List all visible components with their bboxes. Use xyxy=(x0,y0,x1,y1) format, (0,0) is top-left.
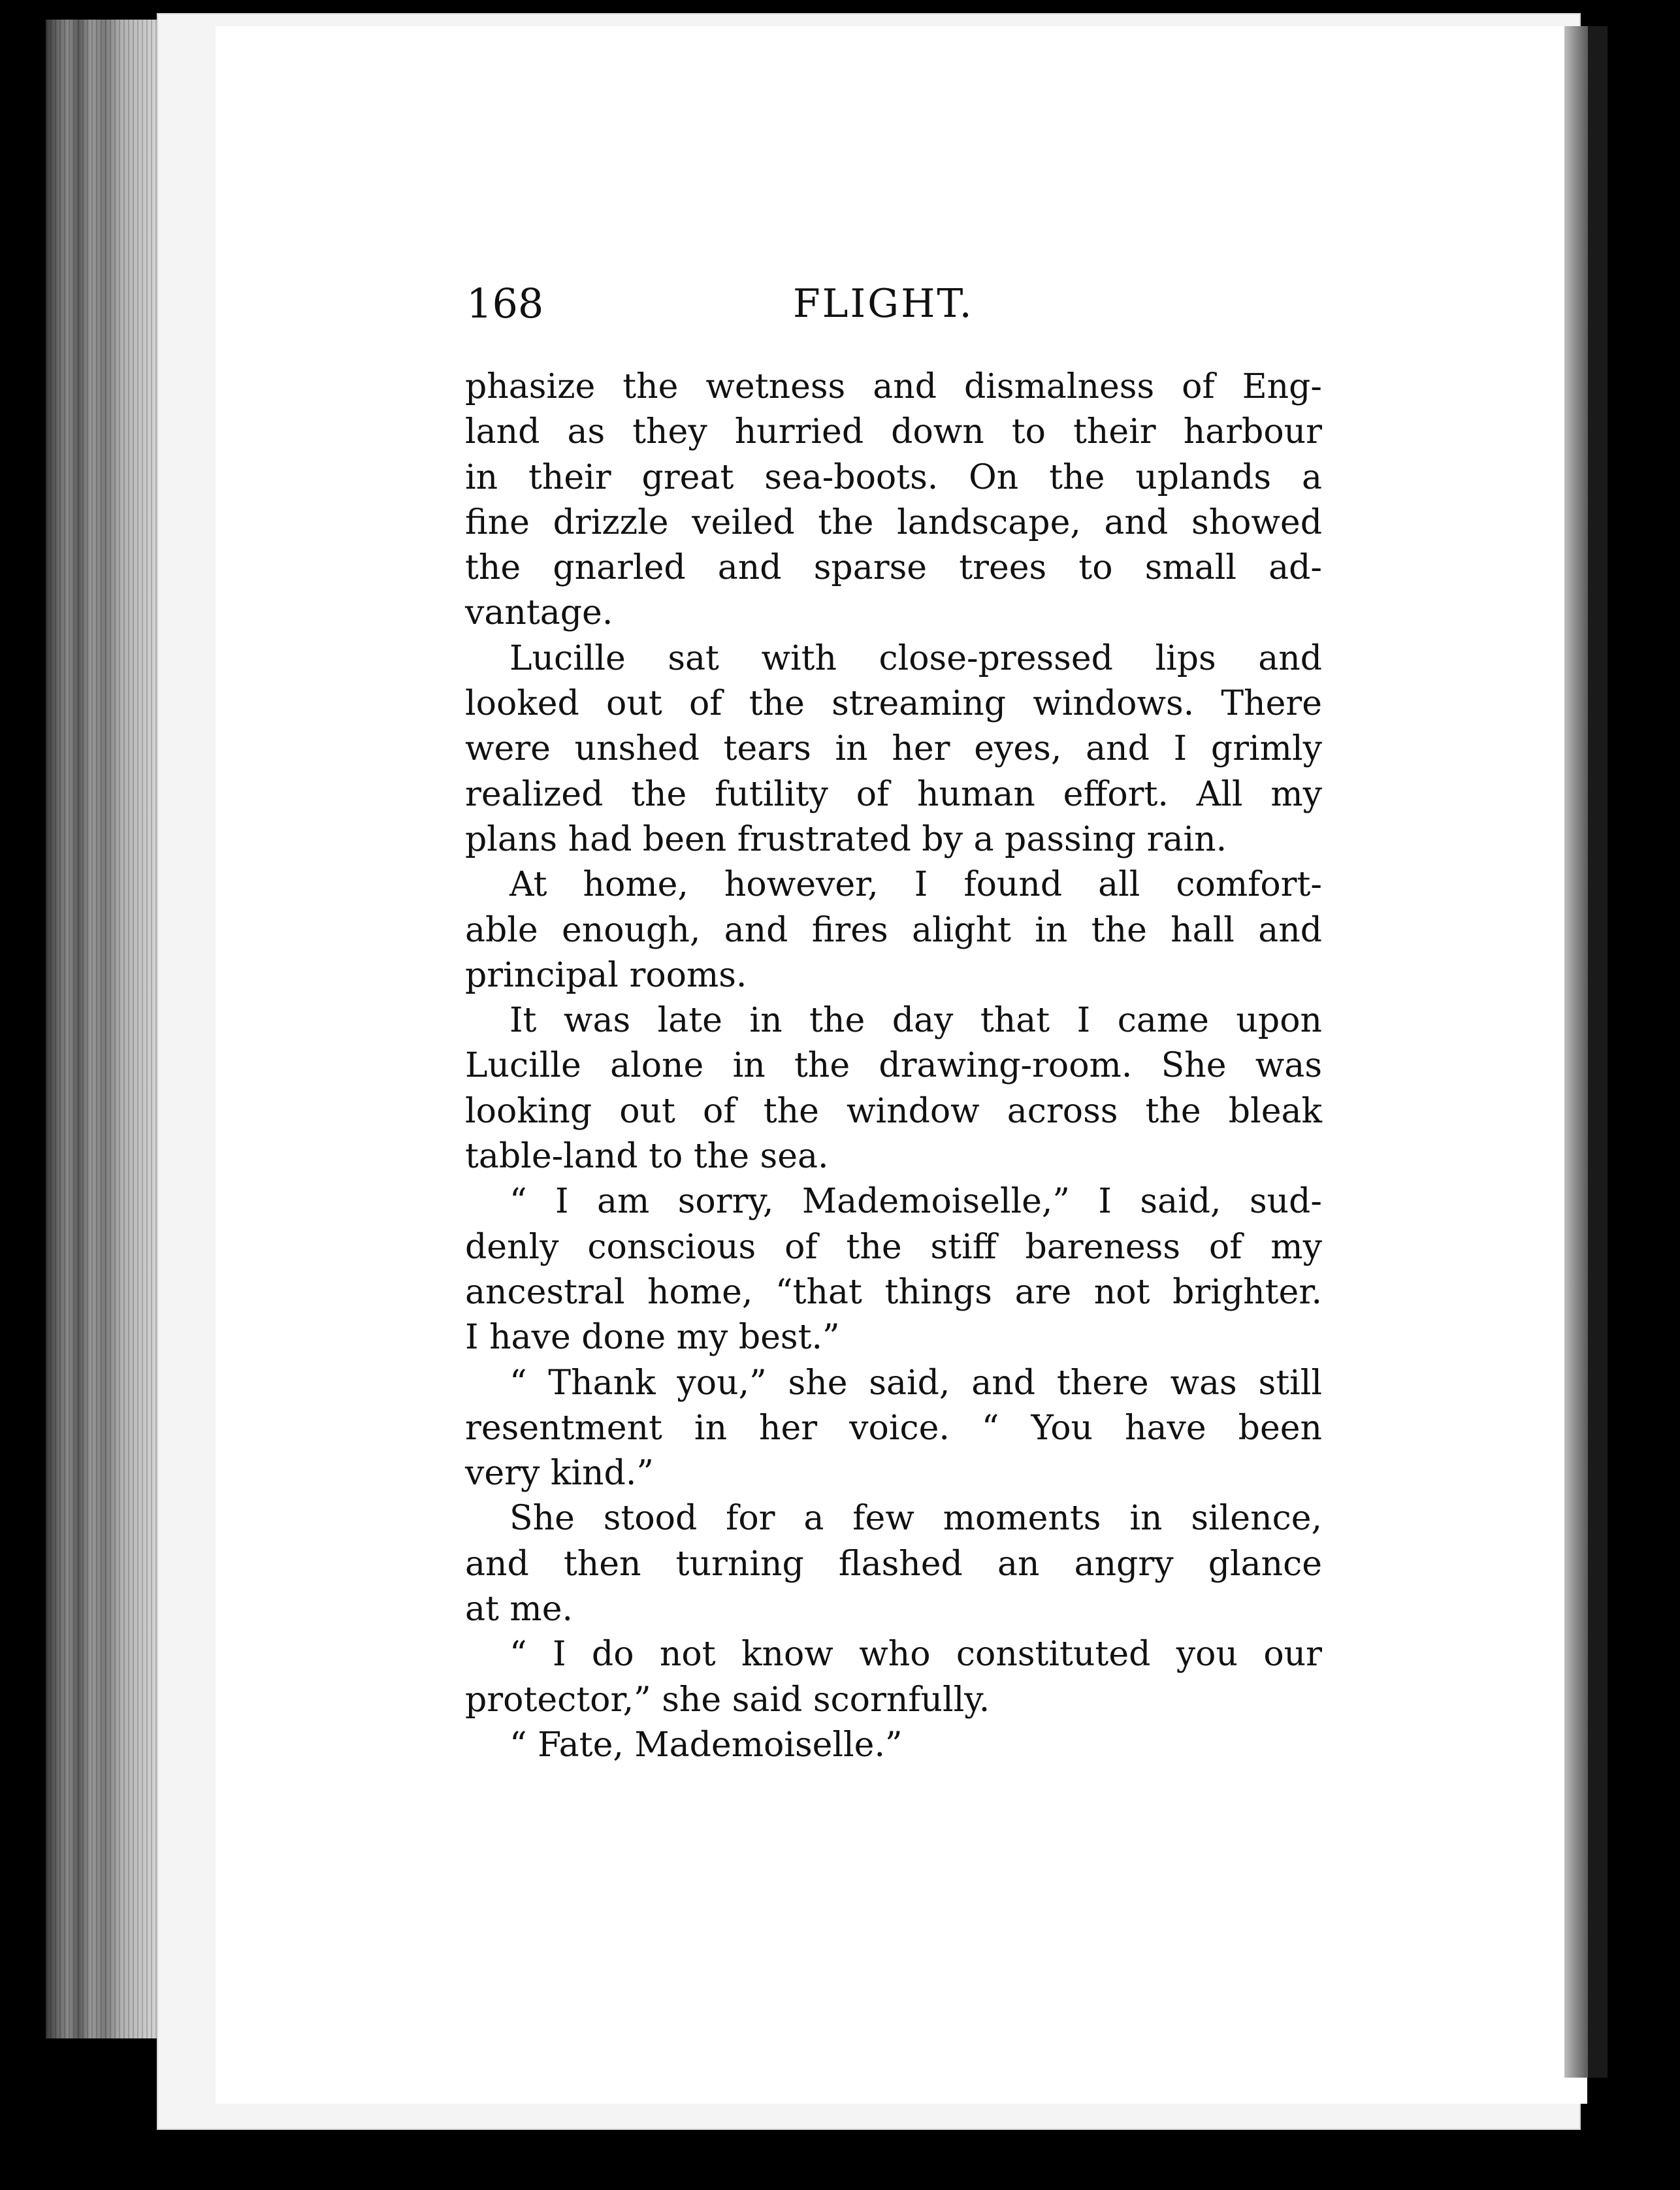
text-line: “ Fate, Mademoiselle.” xyxy=(509,1725,903,1765)
text-line: “ I am sorry, Mademoiselle,” I said, sud- xyxy=(509,1182,1322,1222)
book-title: FLIGHT. xyxy=(793,281,974,327)
binding-edge xyxy=(1588,26,1607,2078)
text-line: denly conscious of the stiff bareness of my xyxy=(465,1227,1322,1267)
text-line: table-land to the sea. xyxy=(465,1137,829,1177)
text-line: able enough, and fires alight in the hall and xyxy=(465,910,1322,950)
page-number: 168 xyxy=(466,280,544,327)
text-line: She stood for a few moments in silence, xyxy=(509,1499,1322,1539)
gutter-shadow xyxy=(1564,26,1588,2078)
text-line: looking out of the window across the bleak xyxy=(465,1091,1322,1131)
text-line: vantage. xyxy=(465,593,613,633)
text-line: the gnarled and sparse trees to small ad- xyxy=(465,548,1322,588)
text-line: Lucille alone in the drawing-room. She was xyxy=(465,1046,1322,1086)
text-line: “ I do not know who constituted you our xyxy=(509,1635,1322,1675)
text-line: fine drizzle veiled the landscape, and showed xyxy=(465,502,1322,542)
text-line: phasize the wetness and dismalness of Eng- xyxy=(465,367,1322,406)
text-line: ancestral home, “that things are not brighter. xyxy=(465,1272,1322,1312)
text-line: realized the futility of human effort. All my xyxy=(465,774,1322,814)
text-line: principal rooms. xyxy=(465,955,747,995)
text-line: very kind.” xyxy=(465,1454,654,1494)
text-line: I have done my best.” xyxy=(465,1318,840,1358)
text-line: “ Thank you,” she said, and there was still xyxy=(509,1363,1322,1403)
text-line: in their great sea-boots. On the uplands a xyxy=(465,457,1322,497)
text-line: Lucille sat with close-pressed lips and xyxy=(509,638,1322,678)
text-line: It was late in the day that I came upon xyxy=(509,1001,1322,1041)
text-line: resentment in her voice. “ You have been xyxy=(465,1408,1322,1448)
text-line: plans had been frustrated by a passing rain. xyxy=(465,819,1227,859)
text-line: protector,” she said scornfully. xyxy=(465,1680,990,1720)
text-line: At home, however, I found all comfort- xyxy=(509,865,1322,905)
text-line: were unshed tears in her eyes, and I grimly xyxy=(465,729,1322,769)
text-line: land as they hurried down to their harbour xyxy=(465,412,1322,452)
text-line: looked out of the streaming windows. There xyxy=(465,684,1322,724)
text-line: and then turning flashed an angry glance xyxy=(465,1544,1322,1584)
body-text xyxy=(465,365,1322,1768)
running-head xyxy=(466,274,1322,333)
text-line: at me. xyxy=(465,1590,573,1629)
